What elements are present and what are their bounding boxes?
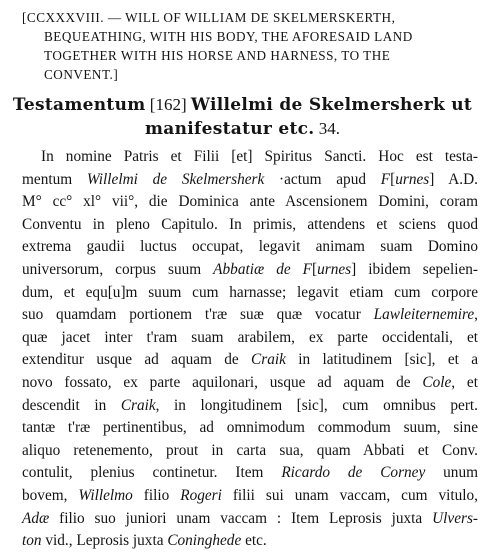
body-line xyxy=(22,485,478,508)
body-line xyxy=(22,372,478,395)
body-line xyxy=(22,236,478,259)
heading-line: [CCXXXVIII. — WILL OF WILLIAM DE SKELMERSKERTH, xyxy=(22,10,396,25)
body-line xyxy=(22,417,478,440)
body-line xyxy=(22,146,478,169)
body-text-run: , in longitudinem [sic], cum omnibus pert. xyxy=(155,396,478,414)
italic-text: F xyxy=(380,170,391,188)
body-text-run: vid., Leprosis juxta xyxy=(41,532,168,550)
body-text-run: [ xyxy=(390,170,396,188)
title-line-1 xyxy=(0,93,485,117)
body-line xyxy=(22,440,478,463)
italic-text: Willelmo xyxy=(78,486,133,504)
body-text-run: unum xyxy=(425,464,478,482)
body-text-run: , et xyxy=(451,373,478,391)
italic-text: urnes xyxy=(317,260,352,278)
italic-text: urnes xyxy=(395,170,430,188)
body-line xyxy=(22,214,478,237)
title-page-number: 34. xyxy=(318,119,340,138)
italic-text: Ulvers- xyxy=(432,509,478,527)
body-line xyxy=(22,349,478,372)
title-blackletter: Willelmi de Skelmersherk ut xyxy=(190,95,473,115)
body-text-run: , xyxy=(474,306,478,324)
body-text-run: filio suo juniori unam vaccam : Item Leprosis juxta xyxy=(49,509,433,527)
body-text-run: M° cc° xl° vii°, die Dominica ante Ascensionem Domini, coram xyxy=(22,193,478,211)
body-text-run: bovem, xyxy=(22,486,79,504)
body-text-run: novo fossato, ex parte aquilonari, usque ad aquam de xyxy=(22,373,423,391)
body-line xyxy=(22,169,478,192)
body-text-run: extrema gaudii luctus occupat, legavit animam suam Domino xyxy=(22,238,478,256)
body-text-run: filii sui unam vaccam, cum vitulo, xyxy=(221,486,478,504)
italic-text: Craik xyxy=(120,396,156,414)
body-text-run: mentum xyxy=(22,170,87,188)
body-text-run: quæ jacet inter t'ram suam arabilem, ex parte occidentali, et xyxy=(22,328,478,346)
body-text-run: etc. xyxy=(241,532,267,550)
italic-text: Coninghede xyxy=(167,532,242,550)
title-blackletter: manifestatur etc. xyxy=(144,119,315,139)
italic-text: Craik xyxy=(251,351,286,369)
title-line-2 xyxy=(0,117,485,141)
body-line xyxy=(22,327,478,350)
body-text-run: [ xyxy=(312,260,318,278)
body-text-run: ·actum apud xyxy=(264,170,381,188)
body-text-run: ] ibidem sepelien- xyxy=(351,260,478,278)
italic-text: Abbatiæ de F xyxy=(213,260,313,278)
italic-text: Adæ xyxy=(22,509,50,527)
body-text-run: suo quamdam portionem t'ræ suæ quæ vocatur xyxy=(22,306,374,324)
body-line xyxy=(22,304,478,327)
body-text-run: in latitudinem [sic], et a xyxy=(285,351,478,369)
body-text-run: aliquo retenemento, prout in carta sua, quam Abbati et Conv. xyxy=(22,441,478,459)
body-line xyxy=(22,191,478,214)
italic-text: Rogeri xyxy=(180,486,222,504)
body-paragraph xyxy=(22,146,478,553)
body-line xyxy=(22,462,478,485)
body-line xyxy=(22,508,478,531)
italic-text: Willelmi de Skelmersherk xyxy=(86,170,265,188)
title-blackletter: Testamentum xyxy=(12,95,146,115)
body-line xyxy=(22,395,478,418)
body-text-run: dum, et equ[u]m suum cum harnasse; legavit etiam cum corpore xyxy=(22,283,478,301)
entry-heading xyxy=(22,8,480,84)
heading-line: BEQUEATHING, WITH HIS BODY, THE AFORESAID LAND xyxy=(44,29,413,44)
italic-text: Ricardo de Corney xyxy=(281,464,426,482)
heading-line: CONVENT.] xyxy=(44,67,119,82)
body-line xyxy=(22,259,478,282)
body-text-run: extenditur usque ad aquam de xyxy=(22,351,252,369)
title-number: [162] xyxy=(149,95,187,114)
body-text-run: universorum, corpus suum xyxy=(22,260,214,278)
heading-line: TOGETHER WITH HIS HORSE AND HARNESS, TO THE xyxy=(44,48,391,63)
body-text-run: Conventu in pleno Capitulo. In primis, attendens et sciens quod xyxy=(22,215,478,233)
body-text-run: ] A.D. xyxy=(429,170,478,188)
body-text-run: In nomine Patris et Filii [et] Spiritus Sancti. Hoc est testa- xyxy=(41,148,478,165)
document-title xyxy=(0,93,485,141)
body-text-run: descendit in xyxy=(22,396,121,414)
body-text-run: tantæ t'ræ pertinentibus, ad omnimodum commodum suum, sine xyxy=(22,419,478,437)
italic-text: Cole xyxy=(422,373,452,391)
italic-text: Lawleiternemire xyxy=(373,306,475,324)
body-text-run: filio xyxy=(132,486,181,504)
body-line xyxy=(22,282,478,305)
body-text-run: contulit, plenius continetur. Item xyxy=(22,464,282,482)
body-line xyxy=(22,530,478,553)
italic-text: ton xyxy=(22,532,42,550)
